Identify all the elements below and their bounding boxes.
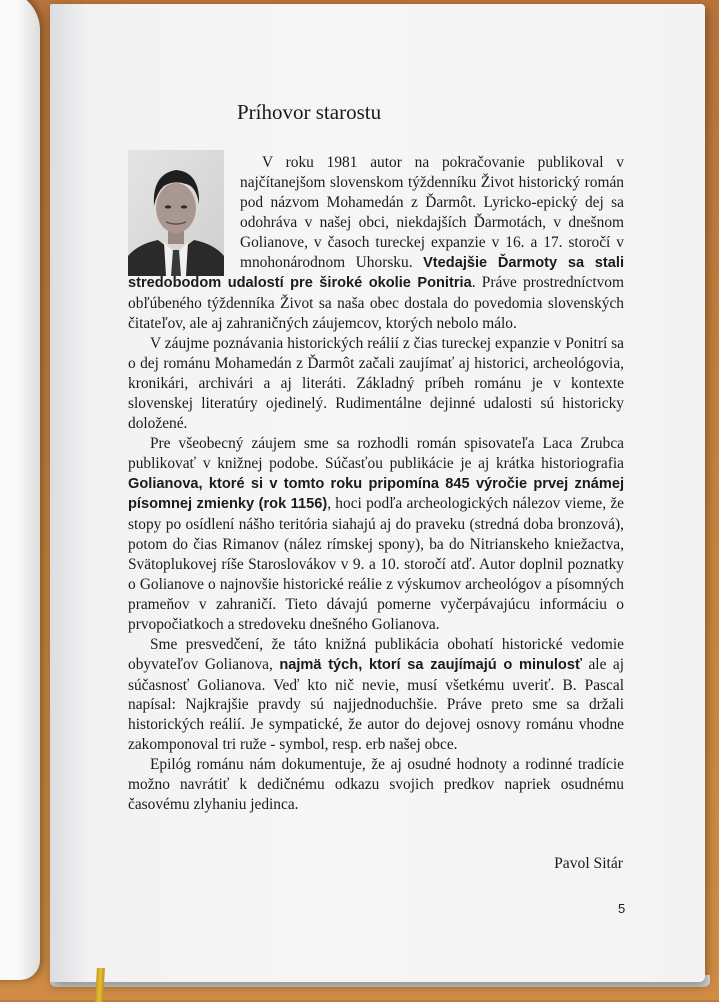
- article-body: [128, 153, 624, 815]
- author-signature: Pavol Sitár: [554, 855, 623, 872]
- text-segment: V záujme poznávania historických reálií z čias tureckej expanzie v Ponitrí sa o dej románu Mohamedán z Ďarmôt začali zaujímať aj historici, archeológovia, kronikári, archivári a aj literáti. Základný príbeh románu je v kontexte slovenskej literatúry ojedinelý. Rudimentálne dejinné udalosti sú historicky doložené.: [128, 335, 624, 432]
- text-segment: V roku 1981 autor na pokračovanie publikoval v najčítanejšom slovenskom týždenníku Život historický román pod názvom Mohamedán z Ďarmôt. Lyricko-epický dej sa odohráva v našej obci, niekdajších Ďarmotách, v dnešnom Golianove, v časoch tureckej expanzie v 16. a 17. storočí v mnohonárodnom Uhorsku.: [240, 154, 624, 271]
- bold-text: Golianova, ktoré si v tomto roku pripomína 845 výročie prvej známej písomnej zmienky (rok 1156): [128, 475, 624, 513]
- bold-text: najmä tých, ktorí sa zaujímajú o minulosť: [279, 656, 582, 673]
- portrait-space: [128, 153, 240, 271]
- paragraph: [128, 153, 624, 334]
- text-segment: Sme presvedčení, že táto knižná publikácia obohatí historické vedomie obyvateľov Golianova,: [128, 635, 624, 673]
- text-segment: Epilóg románu nám dokumentuje, že aj osudné hodnoty a rodinné tradície možno navrátiť k dedičnému odkazu svojich predkov napriek osudnému časovému zlyhaniu jedinca.: [128, 756, 624, 813]
- page-title: Príhovor starostu: [237, 100, 382, 124]
- page-number: 5: [618, 901, 626, 916]
- bold-text: Vtedajšie Ďarmoty sa stali stredobodom udalostí pre široké okolie Ponitria: [128, 254, 624, 292]
- paragraph: [128, 755, 624, 815]
- text-segment: . Práve prostredníctvom obľúbeného týždenníka Život sa naša obec dostala do povedomia slovenských čitateľov, ale aj zahraničných záujemcov, ktorých nebolo málo.: [128, 274, 624, 333]
- left-page-edge: [0, 0, 40, 980]
- paragraph: [128, 334, 624, 434]
- text-segment: ale aj súčasnosť Golianova. Veď kto nič nevie, musí všetkému uveriť. B. Pascal napísal: Najkrajšie pravdy sú najjednoduchšie. Práve preto sme sa držali historických reálií. Je sympatické, že autor do dejovej osnovy románu vhodne zakomponoval tri ruže - symbol, resp. erb našej obce.: [128, 655, 625, 754]
- paragraph: [128, 434, 624, 635]
- text-segment: , hoci podľa archeologických nálezov vieme, že stopy po osídlení nášho teritória siahajú aj do praveku (stredná doba bronzová), potom do čias Rimanov (nález rímskej spony), ba do Nitrianskeho kniežactva, Svätoplukovej ríše Staroslovákov v 9. a 10. storočí atď. Autor doplnil poznatky o Golianove o najnovšie historické reálie z výskumov archeológov a písomných prameňov v zahraničí. Tieto dávajú pomerne vyčerpávajúcu informáciu o prvopočiatkoch a stredoveku dnešného Golianova.: [128, 495, 624, 633]
- paragraph: [128, 635, 624, 755]
- text-segment: Pre všeobecný záujem sme sa rozhodli román spisovateľa Laca Zrubca publikovať v knižnej podobe. Súčasťou publikácie je aj krátka historiografia: [128, 434, 624, 472]
